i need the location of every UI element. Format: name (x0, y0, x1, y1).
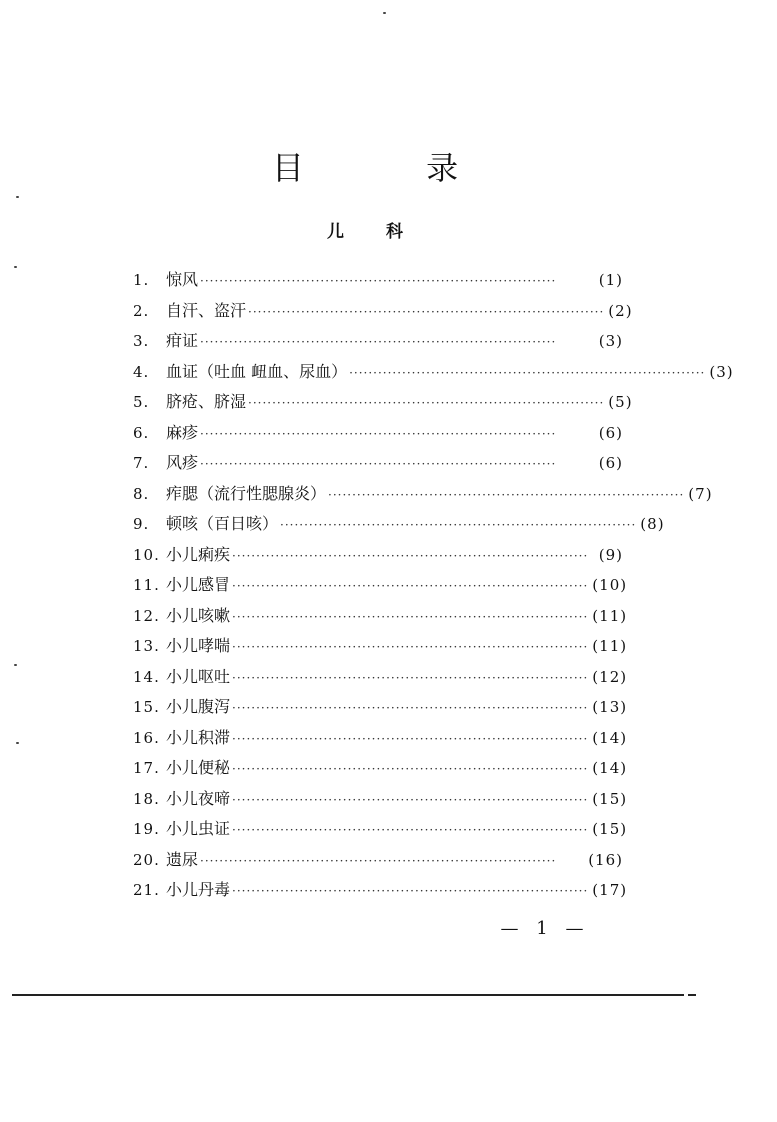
toc-dot-leader: ·········································································· (232, 792, 589, 807)
toc-entry[interactable] (133, 662, 628, 693)
toc-entry-title: 痄腮（流行性腮腺炎） (166, 483, 327, 503)
toc-entry-page: (11) (592, 606, 628, 625)
toc-dot-leader: ·········································································· (232, 670, 589, 685)
toc-entry-page: (12) (592, 667, 628, 686)
toc-dot-leader: ·········································································· (232, 762, 589, 776)
toc-entry[interactable] (133, 631, 628, 662)
toc-entry-page: (10) (592, 576, 628, 594)
toc-entry-page: (14) (592, 728, 628, 747)
toc-dot-leader: ·········································································· (232, 609, 589, 624)
bottom-rule (12, 994, 684, 996)
toc-entry-page: (6) (598, 423, 623, 442)
toc-entry[interactable] (133, 479, 713, 510)
toc-entry-title: 自汗、盗汗 (166, 300, 247, 320)
toc-entry-page: (17) (592, 881, 628, 899)
toc-entry-title: 小儿咳嗽 (166, 605, 231, 625)
toc-entry[interactable] (133, 448, 623, 479)
toc-entry-page: (3) (598, 332, 623, 350)
toc-entry-page: (8) (640, 515, 665, 533)
toc-dot-leader: ·········································································· (248, 304, 605, 319)
section-heading: 儿 科 (327, 222, 421, 242)
toc-entry-number: 7. (133, 454, 150, 472)
toc-entry[interactable] (133, 875, 628, 906)
toc-entry-page: (6) (598, 454, 623, 472)
toc-entry-title: 小儿哮喘 (166, 636, 231, 655)
toc-entry-title: 小儿夜啼 (166, 788, 231, 808)
toc-entry[interactable] (133, 845, 623, 876)
toc-entry-title: 疳证 (166, 331, 199, 350)
toc-dot-leader: ·········································································· (232, 884, 589, 898)
toc-dot-leader: ·········································································· (349, 365, 706, 380)
toc-entry-number: 21. (133, 881, 160, 899)
toc-entry-number: 2. (133, 301, 150, 320)
toc-entry-title: 小儿痢疾 (166, 544, 231, 564)
toc-entry-title: 风疹 (166, 453, 199, 472)
toc-entry-title: 小儿丹毒 (166, 880, 231, 899)
scan-speck (383, 12, 386, 14)
toc-entry-title: 脐疮、脐湿 (166, 392, 247, 411)
toc-entry[interactable] (133, 784, 628, 815)
toc-entry-page: (13) (592, 698, 628, 716)
scan-speck (14, 664, 17, 666)
toc-dot-leader: ·········································································· (280, 518, 637, 532)
toc-entry-title: 血证（吐血 衄血、尿血） (166, 361, 348, 381)
toc-entry[interactable] (133, 753, 628, 784)
toc-entry-number: 15. (133, 698, 160, 716)
toc-entry-page: (15) (592, 789, 628, 808)
toc-entry[interactable] (133, 357, 734, 388)
toc-entry-number: 10. (133, 545, 160, 564)
toc-entry-number: 12. (133, 606, 160, 625)
toc-entry-title: 小儿腹泻 (166, 697, 231, 716)
toc-dot-leader: ·········································································· (232, 548, 589, 563)
toc-entry-page: (3) (709, 362, 734, 381)
page-number: — 1 — (500, 918, 590, 939)
toc-entry[interactable] (133, 418, 623, 449)
toc-entry-title: 小儿便秘 (166, 758, 231, 777)
toc-dot-leader: ·········································································· (200, 274, 557, 288)
toc-entry-number: 17. (133, 759, 160, 777)
toc-entry-title: 小儿积滞 (166, 727, 231, 747)
toc-dot-leader: ·········································································· (200, 335, 557, 349)
toc-entry-page: (1) (598, 271, 623, 289)
toc-entry-number: 11. (133, 576, 160, 594)
toc-entry-title: 麻疹 (166, 422, 199, 442)
toc-dot-leader: ·········································································· (232, 731, 589, 746)
toc-entry-number: 20. (133, 850, 160, 869)
toc-entry[interactable] (133, 570, 628, 601)
toc-entry-page: (5) (608, 393, 633, 411)
toc-entry-number: 4. (133, 362, 150, 381)
toc-dot-leader: ·········································································· (232, 701, 589, 715)
scan-speck (14, 266, 17, 268)
toc-entry[interactable] (133, 265, 623, 296)
toc-entry[interactable] (133, 387, 633, 418)
toc-entry-number: 14. (133, 667, 160, 686)
toc-dot-leader: ·········································································· (232, 823, 589, 837)
toc-entry[interactable] (133, 296, 633, 327)
toc-entry-page: (15) (592, 820, 628, 838)
toc-entry-page: (11) (592, 637, 628, 655)
toc-dot-leader: ·········································································· (232, 640, 589, 654)
toc-entry-number: 13. (133, 637, 160, 655)
page-title: 目 录 (271, 149, 515, 187)
toc-entry[interactable] (133, 814, 628, 845)
bottom-rule-tail (676, 994, 700, 996)
toc-entry-number: 6. (133, 423, 150, 442)
toc-dot-leader: ·········································································· (200, 457, 557, 471)
toc-entry[interactable] (133, 723, 628, 754)
toc-entry-number: 18. (133, 789, 160, 808)
toc-entry-number: 5. (133, 393, 150, 411)
toc-entry-number: 9. (133, 515, 150, 533)
toc-dot-leader: ·········································································· (248, 396, 605, 410)
toc-entry-title: 惊风 (166, 270, 199, 289)
toc-entry[interactable] (133, 509, 665, 540)
toc-entry-title: 小儿呕吐 (166, 666, 231, 686)
toc-entry-page: (16) (588, 850, 623, 869)
toc-entry-number: 16. (133, 728, 160, 747)
toc-entry-title: 遗尿 (166, 849, 199, 869)
toc-dot-leader: ·········································································· (232, 579, 589, 593)
toc-entry-number: 8. (133, 484, 150, 503)
toc-entry-title: 顿咳（百日咳） (166, 514, 279, 533)
toc-entry-title: 小儿感冒 (166, 575, 231, 594)
toc-entry-page: (14) (592, 759, 628, 777)
toc-dot-leader: ·········································································· (200, 426, 557, 441)
toc-entry-number: 1. (133, 271, 150, 289)
scan-speck (16, 196, 19, 198)
toc-entry[interactable] (133, 540, 623, 571)
toc-entry-page: (9) (598, 545, 623, 564)
toc-entry[interactable] (133, 326, 623, 357)
toc-entry[interactable] (133, 692, 628, 723)
toc-entry-number: 3. (133, 332, 150, 350)
toc-entry-page: (7) (688, 484, 713, 503)
table-of-contents (133, 265, 734, 906)
toc-entry-page: (2) (608, 301, 633, 320)
toc-dot-leader: ·········································································· (328, 487, 685, 502)
scan-speck (16, 742, 19, 744)
toc-entry-title: 小儿虫证 (166, 819, 231, 838)
toc-entry[interactable] (133, 601, 628, 632)
toc-entry-number: 19. (133, 820, 160, 838)
toc-dot-leader: ·········································································· (200, 853, 557, 868)
